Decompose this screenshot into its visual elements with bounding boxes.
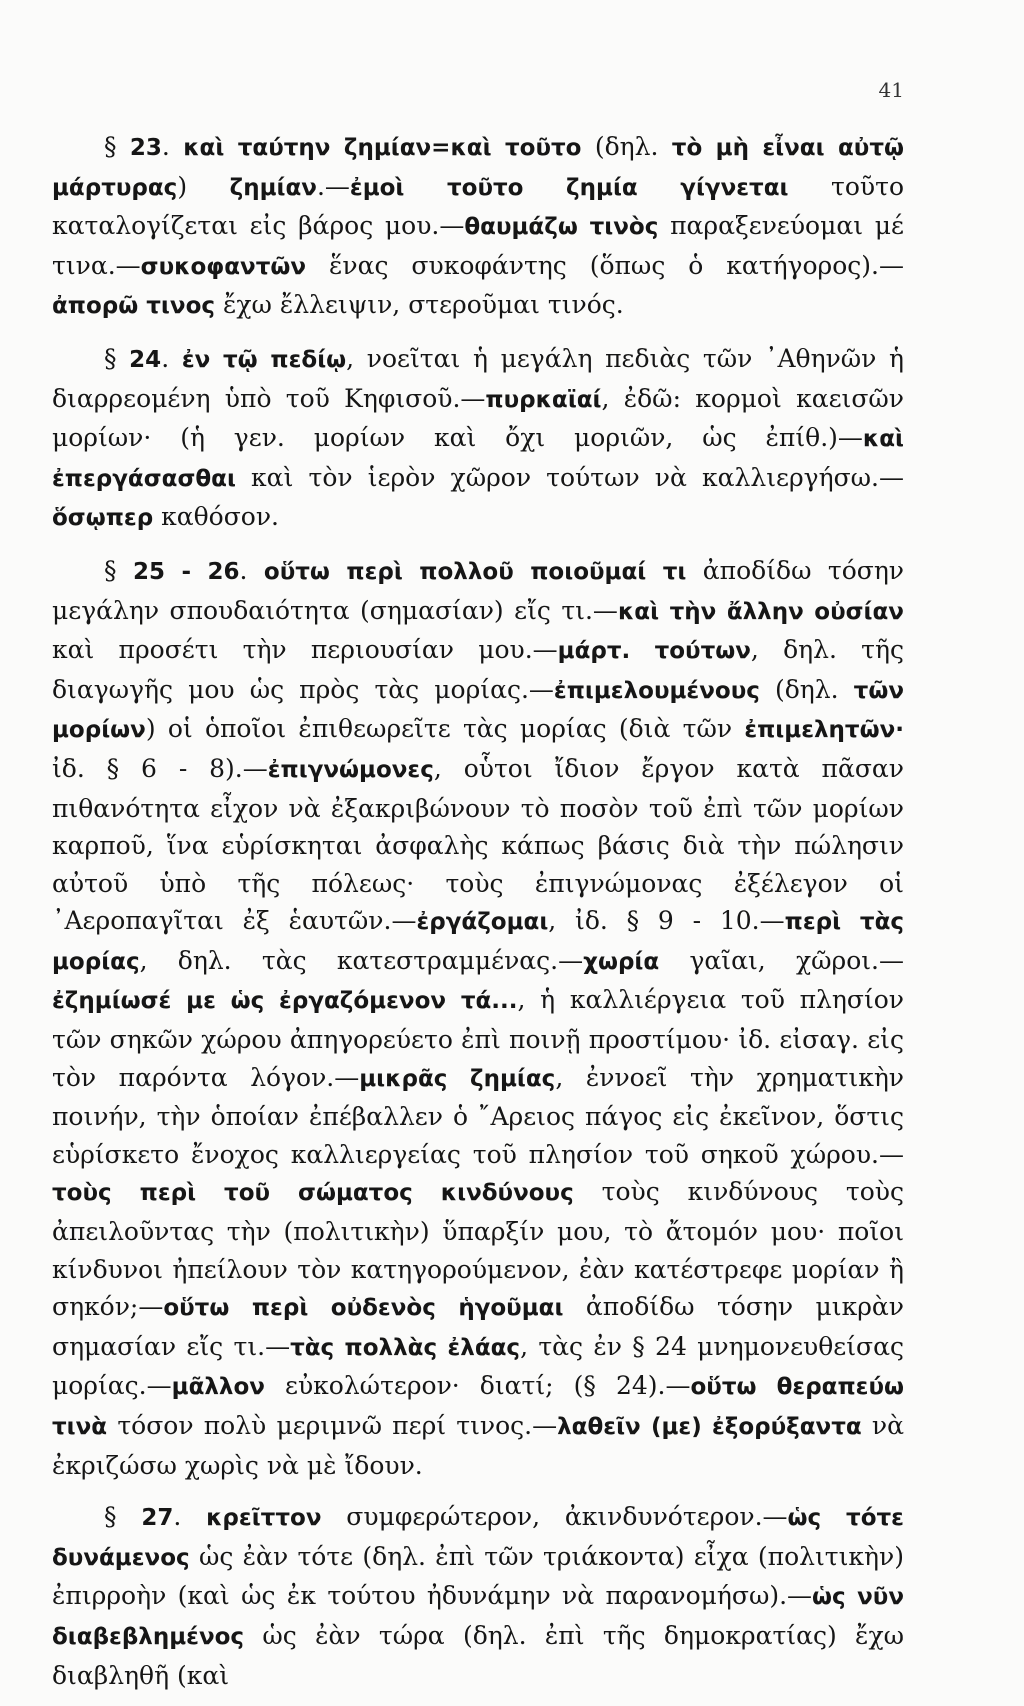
gloss-text: §: [104, 1502, 142, 1532]
gloss-text: (δηλ.: [581, 132, 672, 161]
gloss-text: καὶ προσέτι τὴν περιουσίαν μου.—: [52, 635, 558, 665]
gloss-text: , ἐδῶ: κορμοὶ καεισῶν μορίων· (ἡ γεν. μορίων καὶ ὄχι μοριῶν, ὡς ἐπίθ.)—: [52, 383, 904, 453]
gloss-text: τοὺς κινδύνους τοὺς ἀπειλοῦντας τὴν (πολιτικὴν) ὕπαρξίν μου, τὸ ἄτομόν μου· ποῖοι κίνδυνοι ἠπείλουν τὸν κατηγορούμενον, ἐὰν κατέστρεφε μορίαν ἢ σηκόν;—: [52, 1177, 904, 1322]
lemma-term: χωρία: [583, 948, 660, 975]
lemma-term: τοὺς περὶ τοῦ σώματος κινδύνους: [52, 1180, 574, 1207]
gloss-text: §: [104, 132, 130, 161]
gloss-text: ἕνας συκοφάντης (ὅπως ὁ κατήγορος).—: [306, 250, 904, 280]
lemma-term: οὕτω περὶ οὐδενὸς ἡγοῦμαι: [163, 1295, 564, 1322]
lemma-term: κρεῖττον: [206, 1505, 322, 1532]
lemma-term: περὶ τὰς μορίας: [52, 909, 905, 975]
section-27: [52, 1498, 904, 1694]
gloss-text: , τὰς ἐν § 24 μνημονευθείσας μορίας.—: [52, 1331, 904, 1401]
gloss-text: γαῖαι, χῶροι.—: [659, 945, 905, 975]
lemma-term: ἐπιμελουμένους: [553, 677, 760, 704]
lemma-term: καὶ τὴν ἄλλην οὐσίαν: [617, 598, 904, 625]
gloss-text: , νοεῖται ἡ μεγάλη πεδιὰς τῶν ᾿Αθηνῶν ἡ διαρρεομένη ὑπὸ τοῦ Κηφισοῦ.—: [52, 343, 904, 413]
gloss-text: παραξενεύομαι μέ τινα.—: [52, 211, 904, 280]
gloss-text: τόσον πολὺ μεριμνῶ περί τινος.—: [107, 1411, 558, 1440]
lemma-term: ἐπιγνώμονες: [267, 756, 434, 783]
lemma-term: θαυμάζω τινὸς: [464, 214, 659, 241]
gloss-text: .: [239, 555, 264, 585]
lemma-term: οὕτω θεραπεύω τινὰ: [52, 1374, 904, 1440]
lemma-term: μάρτ. τούτων: [557, 638, 751, 665]
lemma-term: ζημίαν: [229, 174, 317, 201]
gloss-text: συμφερώτερον, ἀκινδυνότερον.—: [321, 1502, 788, 1532]
section-number: 23: [129, 135, 162, 161]
section-number: 24: [129, 346, 162, 373]
gloss-text: ἰδ. § 6 - 8).—: [52, 753, 268, 783]
commentary-text: [52, 128, 904, 1706]
lemma-term: ἐπιμελητῶν·: [744, 717, 904, 744]
section-24: [52, 340, 904, 538]
gloss-text: §: [104, 343, 130, 373]
section-number: 25 - 26: [132, 558, 240, 585]
gloss-text: , δηλ. τὰς κατεστραμμένας.—: [139, 945, 584, 975]
lemma-term: μικρᾶς ζημίας: [359, 1065, 556, 1092]
gloss-text: ἀποδίδω τόσην μικρὰν σημασίαν εἴς τι.—: [52, 1292, 904, 1361]
lemma-term: λαθεῖν (με) ἐξορύξαντα: [557, 1414, 862, 1440]
lemma-term: ὅσῳπερ: [52, 505, 154, 532]
lemma-term: ὡς τότε δυνάμενος: [52, 1505, 904, 1571]
gloss-text: §: [104, 555, 133, 585]
lemma-term: ἐζημίωσέ με ὡς ἐργαζόμενον τά...: [52, 988, 518, 1015]
lemma-term: οὕτω περὶ πολλοῦ ποιοῦμαί τι: [263, 558, 687, 585]
gloss-text: ) οἱ ὁποῖοι ἐπιθεωρεῖτε τὰς μορίας (διὰ τῶν: [145, 714, 745, 744]
lemma-term: ἐμοὶ τοῦτο ζημία γίγνεται: [349, 174, 789, 201]
gloss-text: , δηλ. τῆς διαγωγῆς μου ὡς πρὸς τὰς μορίας.—: [52, 635, 904, 704]
lemma-term: πυρκαϊαί: [485, 386, 602, 413]
section-23: [52, 128, 904, 326]
gloss-text: , ἐννοεῖ τὴν χρηματικὴν ποινήν, τὴν ὁποίαν ἐπέβαλλεν ὁ ῎Αρειος πάγος εἰς ἐκεῖνον, ὅστις εὑρίσκετο ἔνοχος καλλιεργείας τοῦ πλησίον τοῦ σηκοῦ χώρου.—: [52, 1062, 905, 1169]
gloss-text: ): [177, 171, 230, 201]
gloss-text: (δηλ.: [759, 674, 854, 704]
gloss-text: καὶ τὸν ἱερὸν χῶρον τούτων νὰ καλλιεργήσω.—: [235, 462, 904, 492]
gloss-text: , ἰδ. § 9 - 10.—: [548, 906, 785, 936]
gloss-text: τοῦτο καταλογίζεται εἰς βάρος μου.—: [52, 171, 905, 241]
gloss-text: ἔχω ἔλλειψιν, στεροῦμαι τινός.: [215, 290, 624, 320]
lemma-term: τὸ μὴ εἶναι αὐτῷ μάρτυρας: [52, 135, 904, 201]
lemma-term: τῶν μορίων: [52, 677, 904, 744]
gloss-text: .: [173, 1502, 207, 1532]
gloss-text: , ἡ καλλιέργεια τοῦ πλησίον τῶν σηκῶν χώρου ἀπηγορεύετο ἐπὶ ποινῇ προστίμου· ἰδ. εἰσαγ. εἰς τὸν παρόντα λόγον.—: [52, 985, 904, 1092]
gloss-text: καθόσον.: [153, 502, 279, 532]
lemma-term: ὡς νῦν διαβεβλημένος: [52, 1584, 904, 1650]
gloss-text: .—: [316, 171, 350, 201]
gloss-text: , οὗτοι ἴδιον ἔργον κατὰ πᾶσαν πιθανότητα εἶχον νὰ ἐξακριβώνουν τὸ ποσὸν τοῦ ἐπὶ τῶν μορίων καρποῦ, ἵνα εὑρίσκηται ἀσφαλὴς κάπως βάσις διὰ τὴν πώλησιν αὐτοῦ ὑπὸ τῆς πόλεως· τοὺς ἐπιγνώμονας ἐξέλεγον οἱ ᾿Αεροπαγῖται ἐξ ἑαυτῶν.—: [52, 753, 904, 936]
page-number: 41: [878, 78, 904, 102]
lemma-term: μᾶλλον: [171, 1374, 265, 1401]
gloss-text: νὰ ἐκριζώσω χωρὶς νὰ μὲ ἴδουν.: [52, 1411, 905, 1480]
lemma-term: συκοφαντῶν: [140, 253, 307, 280]
section-25-26: [52, 552, 904, 1484]
lemma-term: τὰς πολλὰς ἐλάας: [290, 1334, 521, 1361]
gloss-text: .: [161, 343, 182, 373]
lemma-term: καὶ ταύτην ζημίαν=καὶ τοῦτο: [183, 135, 582, 161]
gloss-text: εὐκολώτερον· διατί; (§ 24).—: [264, 1371, 691, 1401]
lemma-term: ἐν τῷ πεδίῳ: [181, 346, 347, 373]
lemma-term: καὶ ἐπεργάσασθαι: [52, 426, 904, 492]
section-number: 27: [141, 1505, 174, 1532]
lemma-term: ἀπορῶ τινος: [52, 293, 215, 320]
gloss-text: .: [161, 132, 184, 161]
gloss-text: ὡς ἐὰν τότε (δηλ. ἐπὶ τῶν τριάκοντα) εἶχα (πολιτικὴν) ἐπιρροὴν (καὶ ὡς ἐκ τούτου ἠδυνάμην νὰ παρανομήσω).—: [52, 1541, 904, 1611]
gloss-text: ἀποδίδω τόσην μεγάλην σπουδαιότητα (σημασίαν) εἴς τι.—: [52, 555, 905, 625]
lemma-term: ἐργάζομαι: [416, 909, 549, 936]
gloss-text: ὡς ἐὰν τώρα (δηλ. ἐπὶ τῆς δημοκρατίας) ἔχω διαβληθῆ (καὶ: [52, 1620, 904, 1690]
